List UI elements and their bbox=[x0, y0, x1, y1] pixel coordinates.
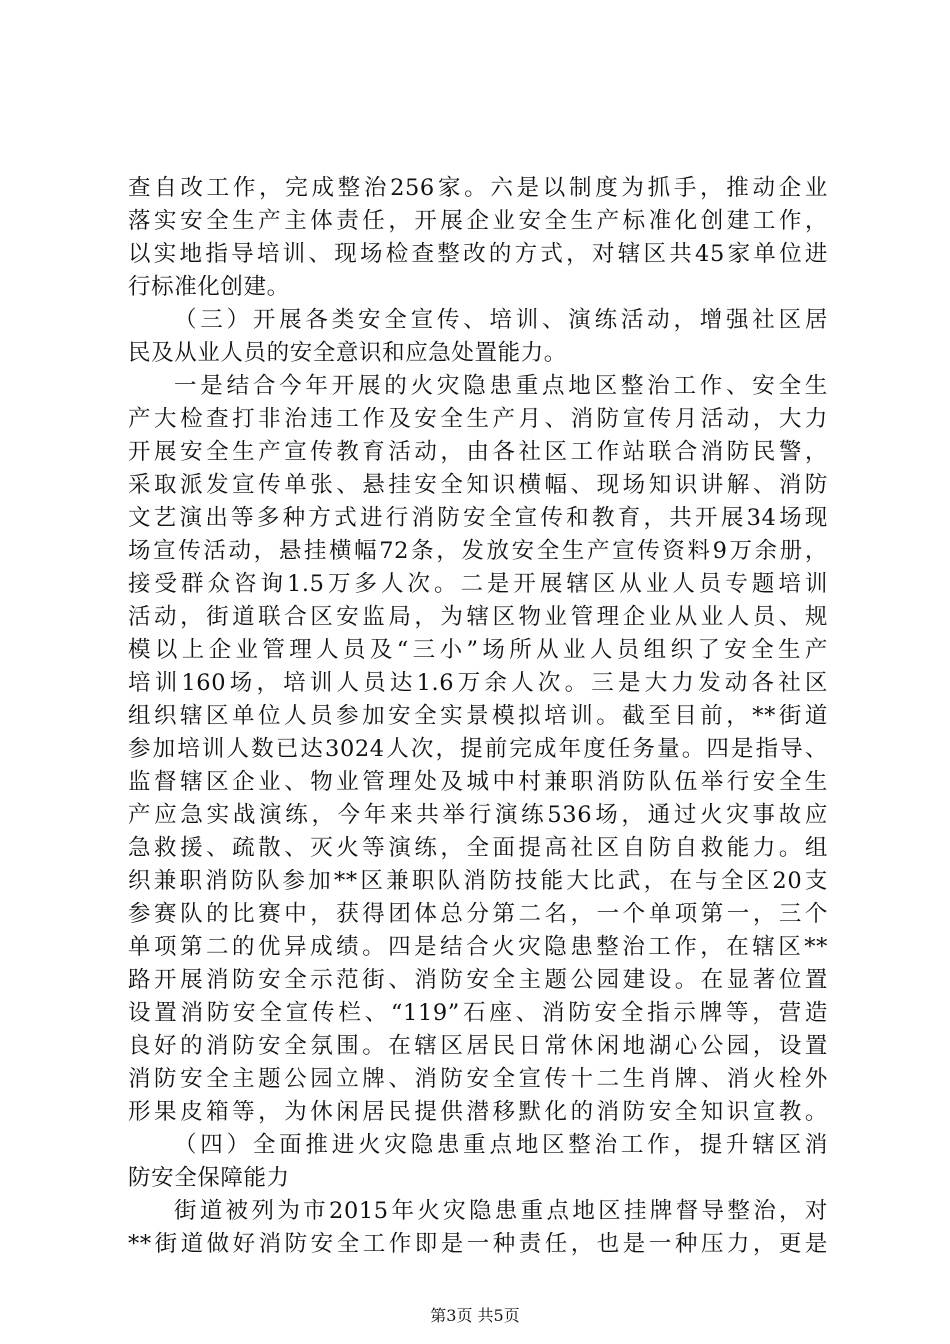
text-line: 良好的消防安全氛围。在辖区居民日常休闲地湖心公园，设置 bbox=[128, 1033, 828, 1059]
text-line: 单项第二的优异成绩。四是结合火灾隐患整治工作，在辖区** bbox=[128, 934, 828, 960]
text-line: 织兼职消防队参加**区兼职队消防技能大比武，在与全区20支 bbox=[128, 868, 828, 894]
text-line: **街道做好消防安全工作即是一种责任，也是一种压力，更是 bbox=[128, 1231, 828, 1257]
text-line: 防安全保障能力 bbox=[128, 1165, 290, 1191]
text-line: 参赛队的比赛中，获得团体总分第二名，一个单项第一，三个 bbox=[128, 901, 828, 927]
text-line: 接受群众咨询1.5万多人次。二是开展辖区从业人员专题培训 bbox=[128, 571, 828, 597]
text-line: 以实地指导培训、现场检查整改的方式，对辖区共45家单位进 bbox=[128, 241, 828, 267]
text-line: 监督辖区企业、物业管理处及城中村兼职消防队伍举行安全生 bbox=[128, 769, 828, 795]
text-line: 街道被列为市2015年火灾隐患重点地区挂牌督导整治，对 bbox=[174, 1198, 828, 1224]
text-line: 模以上企业管理人员及“三小”场所从业人员组织了安全生产 bbox=[128, 637, 828, 663]
text-line: 组织辖区单位人员参加安全实景模拟培训。截至目前，**街道 bbox=[128, 703, 828, 729]
page-footer: 第3页 共5页 bbox=[430, 1306, 520, 1325]
text-line: 路开展消防安全示范街、消防安全主题公园建设。在显著位置 bbox=[128, 967, 828, 993]
text-line: 设置消防安全宣传栏、“119”石座、消防安全指示牌等，营造 bbox=[128, 1000, 828, 1026]
text-line: 活动，街道联合区安监局，为辖区物业管理企业从业人员、规 bbox=[128, 604, 828, 630]
text-line: 落实安全生产主体责任，开展企业安全生产标准化创建工作， bbox=[128, 208, 828, 234]
text-line: 文艺演出等多种方式进行消防安全宣传和教育，共开展34场现 bbox=[128, 505, 828, 531]
text-line: 采取派发宣传单张、悬挂安全知识横幅、现场知识讲解、消防 bbox=[128, 472, 828, 498]
text-line: 产大检查打非治违工作及安全生产月、消防宣传月活动，大力 bbox=[128, 406, 828, 432]
text-line: （三）开展各类安全宣传、培训、演练活动，增强社区居 bbox=[174, 307, 828, 333]
text-line: 查自改工作，完成整治256家。六是以制度为抓手，推动企业 bbox=[128, 175, 828, 201]
text-line: 培训160场，培训人员达1.6万余人次。三是大力发动各社区 bbox=[128, 670, 828, 696]
text-line: 一是结合今年开展的火灾隐患重点地区整治工作、安全生 bbox=[174, 373, 828, 399]
text-line: 场宣传活动，悬挂横幅72条，发放安全生产宣传资料9万余册， bbox=[128, 538, 828, 564]
text-line: 形果皮箱等，为休闲居民提供潜移默化的消防安全知识宣教。 bbox=[128, 1099, 828, 1125]
text-line: 参加培训人数已达3024人次，提前完成年度任务量。四是指导、 bbox=[128, 736, 828, 762]
text-line: （四）全面推进火灾隐患重点地区整治工作，提升辖区消 bbox=[174, 1132, 828, 1158]
text-line: 消防安全主题公园立牌、消防安全宣传十二生肖牌、消火栓外 bbox=[128, 1066, 828, 1092]
text-line: 民及从业人员的安全意识和应急处置能力。 bbox=[128, 340, 567, 366]
document-body bbox=[128, 172, 828, 1261]
text-line: 行标准化创建。 bbox=[128, 274, 290, 300]
text-line: 产应急实战演练，今年来共举行演练536场，通过火灾事故应 bbox=[128, 802, 828, 828]
text-line: 急救援、疏散、灭火等演练，全面提高社区自防自救能力。组 bbox=[128, 835, 828, 861]
text-line: 开展安全生产宣传教育活动，由各社区工作站联合消防民警， bbox=[128, 439, 828, 465]
